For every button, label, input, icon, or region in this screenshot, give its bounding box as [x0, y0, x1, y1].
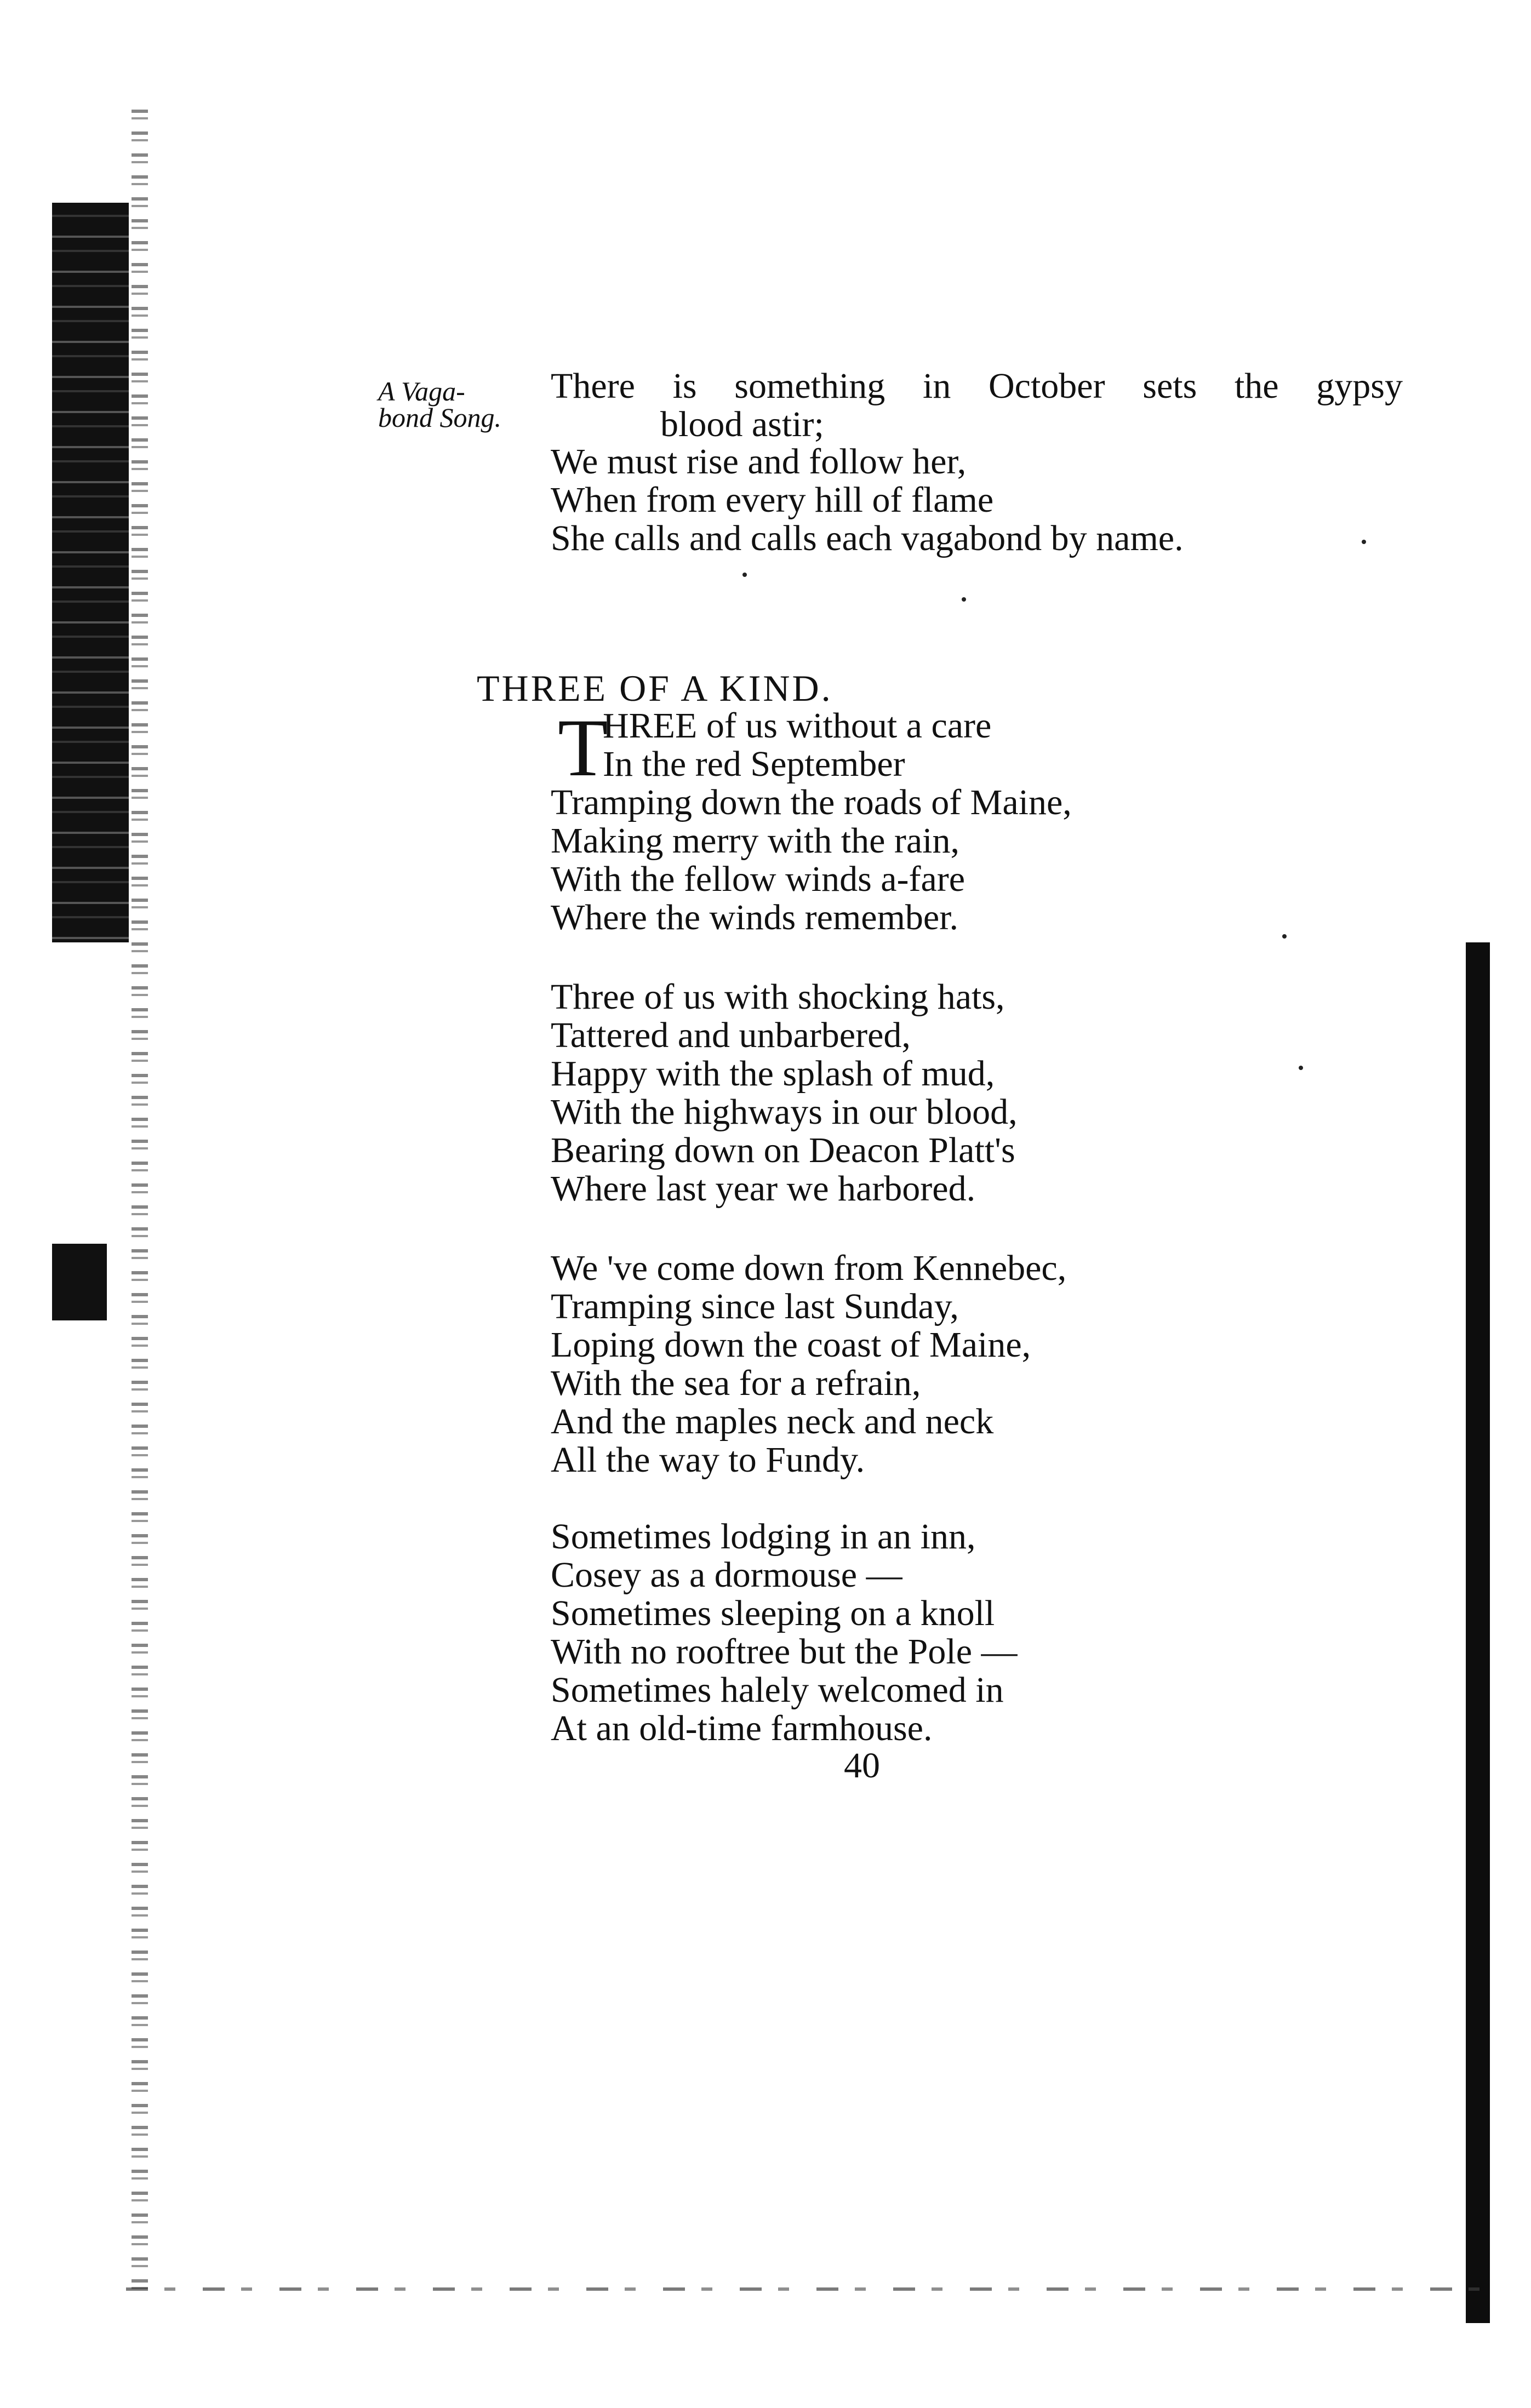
- verse-line: Happy with the splash of mud,: [551, 1054, 995, 1094]
- scan-shadow-left-lower: [52, 1244, 107, 1320]
- scan-speck: [1282, 934, 1287, 939]
- verse-line: And the maples neck and neck: [551, 1402, 994, 1442]
- verse-line: When from every hill of flame: [551, 480, 994, 520]
- verse-line: Loping down the coast of Maine,: [551, 1325, 1031, 1365]
- verse-line: Cosey as a dormouse —: [551, 1555, 902, 1595]
- marginal-note-line: bond Song.: [378, 402, 501, 433]
- verse-line: Tramping down the roads of Maine,: [551, 782, 1072, 822]
- scan-speck: [962, 597, 966, 602]
- verse-line: At an old-time farmhouse.: [551, 1708, 933, 1748]
- verse-line: With the fellow winds a-fare: [551, 859, 966, 899]
- verse-line: Sometimes halely welcomed in: [551, 1670, 1004, 1710]
- scan-bottom-edge: [126, 2287, 1496, 2291]
- page-number: 40: [844, 1746, 880, 1786]
- verse-line: All the way to Fundy.: [551, 1440, 865, 1480]
- verse-line: With the sea for a refrain,: [551, 1363, 921, 1403]
- binding-edge: [132, 110, 148, 2290]
- scan-speck: [1362, 540, 1366, 544]
- scan-shadow-right: [1466, 942, 1490, 2323]
- poem-title: THREE OF A KIND.: [477, 667, 833, 709]
- verse-line: With the highways in our blood,: [551, 1092, 1018, 1132]
- verse-line: Where last year we harbored.: [551, 1169, 976, 1209]
- verse-line: There is something in October sets the gypsy: [551, 366, 1403, 406]
- marginal-note: [378, 378, 553, 431]
- scan-speck: [1299, 1066, 1303, 1070]
- verse-line: Bearing down on Deacon Platt's: [551, 1130, 1015, 1170]
- verse-line: Where the winds remember.: [551, 897, 959, 937]
- verse-line: Tramping since last Sunday,: [551, 1286, 959, 1326]
- verse-line: We 've come down from Kennebec,: [551, 1248, 1067, 1288]
- verse-line: Sometimes lodging in an inn,: [551, 1517, 976, 1557]
- scan-shadow-left: [52, 203, 129, 942]
- marginal-note-line: A Vaga-: [378, 376, 465, 407]
- verse-line: Making merry with the rain,: [551, 821, 959, 861]
- scan-speck: [742, 573, 747, 577]
- verse-line: blood astir;: [660, 404, 824, 444]
- verse-line: She calls and calls each vagabond by name.: [551, 518, 1184, 558]
- verse-line: With no rooftree but the Pole —: [551, 1632, 1018, 1672]
- verse-line: Sometimes sleeping on a knoll: [551, 1593, 995, 1633]
- verse-line: We must rise and follow her,: [551, 442, 967, 482]
- drop-cap: T: [558, 702, 608, 793]
- verse-line: Three of us with shocking hats,: [551, 977, 1005, 1017]
- verse-line: HREE of us without a care: [603, 706, 992, 746]
- verse-line: Tattered and unbarbered,: [551, 1015, 911, 1055]
- verse-line: In the red September: [603, 744, 905, 784]
